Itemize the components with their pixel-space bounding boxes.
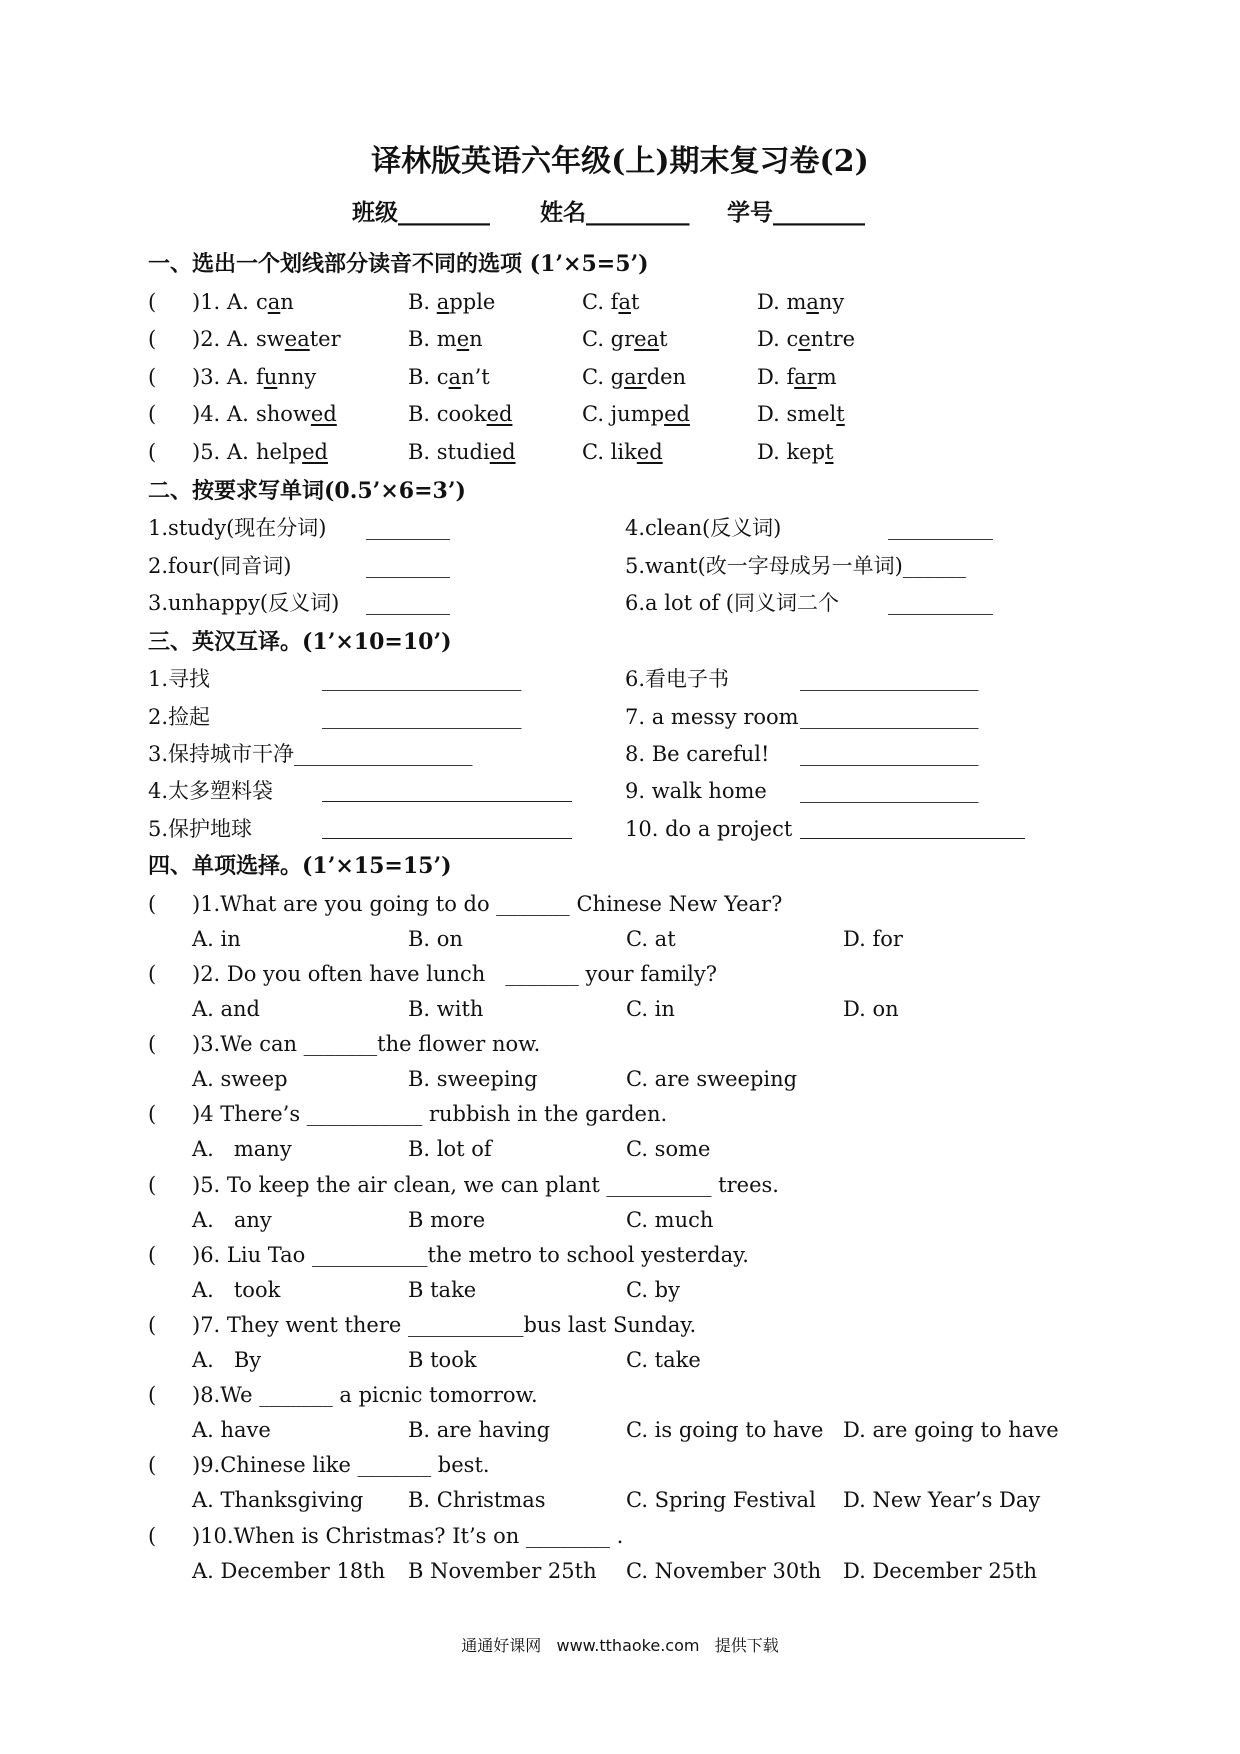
plain-part: D. m	[757, 290, 807, 314]
underlined-part: ed	[489, 440, 516, 464]
plain-part: B. m	[408, 327, 457, 351]
word-task: 1.study(现在分词)	[148, 516, 327, 540]
choice-option: C. November 30th	[626, 1559, 822, 1583]
plain-part: D. smel	[757, 402, 837, 426]
option-a	[256, 363, 316, 391]
plain-part: help	[256, 440, 303, 464]
option-d	[757, 325, 855, 353]
plain-part: D. f	[757, 365, 795, 389]
answer-paren: (	[148, 402, 157, 426]
plain-part: D. c	[757, 327, 799, 351]
question-stem: )2. A.	[192, 327, 256, 351]
option-d	[757, 400, 845, 428]
plain-part: pple	[449, 290, 496, 314]
question-text: )5. To keep the air clean, we can plant __________ trees.	[192, 1173, 779, 1197]
option-b	[408, 363, 490, 391]
translation-item: 7. a messy room	[625, 705, 799, 729]
question-stem: )3. A.	[192, 365, 256, 389]
choice-option: A. Thanksgiving	[192, 1488, 364, 1512]
answer-paren: (	[148, 1313, 157, 1337]
choice-option: B. Christmas	[408, 1488, 546, 1512]
question-text: )6. Liu Tao ___________the metro to school yesterday.	[192, 1243, 749, 1267]
answer-blank: _________________	[800, 705, 979, 729]
answer-blank: ________	[366, 516, 450, 540]
translation-item: 4.太多塑料袋	[148, 779, 274, 803]
choice-option: A. many	[192, 1137, 292, 1161]
underlined-part: a	[436, 290, 450, 314]
plain-part: m	[816, 365, 837, 389]
option-a	[256, 288, 294, 316]
answer-paren: (	[148, 365, 157, 389]
underlined-part: ea	[284, 327, 310, 351]
option-b	[408, 325, 483, 353]
translation-item: 1.寻找	[148, 667, 211, 691]
plain-part: t	[630, 290, 640, 314]
section2-heading: 二、按要求写单词(0.5’×6=3’)	[148, 478, 466, 504]
option-b	[408, 400, 512, 428]
answer-paren: (	[148, 962, 157, 986]
underlined-part: a	[806, 290, 819, 314]
translation-item: 5.保护地球	[148, 817, 253, 841]
choice-option: A. any	[192, 1208, 272, 1232]
underlined-part: t	[825, 440, 834, 464]
choice-option: A. By	[192, 1348, 262, 1372]
plain-part: B. studi	[408, 440, 490, 464]
plain-part: den	[646, 365, 687, 389]
choice-option: B. lot of	[408, 1137, 492, 1161]
answer-line	[322, 838, 572, 839]
choice-option: B. with	[408, 997, 484, 1021]
plain-part: f	[256, 365, 264, 389]
underlined-part: a	[618, 290, 631, 314]
plain-part: ntre	[810, 327, 856, 351]
footer-note: 通通好课网 www.tthaoke.com 提供下载	[461, 1636, 779, 1655]
choice-option: A. took	[192, 1278, 281, 1302]
option-d	[757, 288, 844, 316]
plain-part: n’t	[461, 365, 490, 389]
plain-part: C. gr	[582, 327, 635, 351]
plain-part: D. kep	[757, 440, 826, 464]
translation-item: 2.捡起	[148, 705, 211, 729]
plain-part: t	[659, 327, 668, 351]
answer-paren: (	[148, 1173, 157, 1197]
option-c	[582, 325, 668, 353]
choice-option: A. have	[192, 1418, 271, 1442]
choice-option: C. is going to have	[626, 1418, 824, 1442]
underlined-part: u	[263, 365, 278, 389]
question-text: )3.We can _______the flower now.	[192, 1032, 541, 1056]
plain-part: C. jump	[582, 402, 665, 426]
translation-item: 8. Be careful!	[625, 742, 770, 766]
question-text: )1.What are you going to do _______ Chinese New Year?	[192, 892, 783, 916]
plain-part: show	[256, 402, 311, 426]
plain-part: n	[469, 327, 483, 351]
answer-paren: (	[148, 892, 157, 916]
choice-option: C. at	[626, 927, 676, 951]
choice-option: A. and	[192, 997, 261, 1021]
word-task: 6.a lot of (同义词二个	[625, 591, 839, 615]
choice-option: C. some	[626, 1137, 711, 1161]
plain-part: sw	[256, 327, 285, 351]
choice-option: B. are having	[408, 1418, 551, 1442]
translation-item: 6.看电子书	[625, 667, 730, 691]
underlined-part: ed	[486, 402, 513, 426]
underlined-part: a	[448, 365, 462, 389]
option-d	[757, 363, 837, 391]
section3-heading: 三、英汉互译。(1’×10=10’)	[148, 629, 452, 655]
choice-option: D. on	[843, 997, 899, 1021]
answer-paren: (	[148, 1383, 157, 1407]
choice-option: B November 25th	[408, 1559, 597, 1583]
choice-option: A. sweep	[192, 1067, 288, 1091]
question-text: )4 There’s ___________ rubbish in the garden.	[192, 1102, 668, 1126]
option-d	[757, 438, 834, 466]
underlined-part: e	[798, 327, 811, 351]
question-stem: )5. A.	[192, 440, 256, 464]
choice-option: A. in	[192, 927, 241, 951]
answer-blank: __________	[888, 591, 993, 615]
question-stem: )1. A.	[192, 290, 256, 314]
answer-paren: (	[148, 1032, 157, 1056]
answer-paren: (	[148, 1243, 157, 1267]
class-field: 班级________	[352, 199, 490, 226]
plain-part: c	[256, 290, 268, 314]
plain-part: ny	[818, 290, 845, 314]
choice-option: C. in	[626, 997, 675, 1021]
answer-blank: ___________________	[322, 667, 522, 691]
choice-option: D. are going to have	[843, 1418, 1059, 1442]
question-text: )10.When is Christmas? It’s on ________ .	[192, 1524, 624, 1548]
answer-blank: _________________	[800, 742, 979, 766]
choice-option: D. New Year’s Day	[843, 1488, 1041, 1512]
student-number-field: 学号________	[727, 199, 865, 226]
choice-option: C. take	[626, 1348, 701, 1372]
choice-option: C. much	[626, 1208, 714, 1232]
name-field: 姓名_________	[540, 199, 690, 226]
translation-item: 3.保持城市干净_________________	[148, 742, 473, 766]
choice-option: D. for	[843, 927, 903, 951]
option-b	[408, 438, 516, 466]
option-a	[256, 400, 337, 428]
plain-part: C. f	[582, 290, 619, 314]
answer-paren: (	[148, 1524, 157, 1548]
plain-part: C. lik	[582, 440, 637, 464]
question-text: )7. They went there ___________bus last Sunday.	[192, 1313, 697, 1337]
answer-paren: (	[148, 327, 157, 351]
choice-option: D. December 25th	[843, 1559, 1038, 1583]
option-c	[582, 363, 686, 391]
underlined-part: ed	[664, 402, 690, 426]
option-c	[582, 438, 663, 466]
plain-part: n	[280, 290, 294, 314]
word-task: 5.want(改一字母成另一单词)______	[625, 554, 966, 578]
question-text: )2. Do you often have lunch _______ your family?	[192, 962, 718, 986]
answer-line	[322, 801, 572, 802]
choice-option: B take	[408, 1278, 477, 1302]
section4-heading: 四、单项选择。(1’×15=15’)	[148, 853, 452, 879]
underlined-part: a	[267, 290, 281, 314]
underlined-part: ar	[794, 365, 817, 389]
page-title: 译林版英语六年级(上)期末复习卷(2)	[371, 144, 869, 179]
underlined-part: ed	[302, 440, 328, 464]
question-text: )9.Chinese like _______ best.	[192, 1453, 490, 1477]
option-a	[256, 438, 328, 466]
plain-part: B. c	[408, 365, 449, 389]
choice-option: C. by	[626, 1278, 680, 1302]
answer-blank: ___________________	[322, 705, 522, 729]
answer-blank: ________	[366, 591, 450, 615]
underlined-part: ed	[636, 440, 663, 464]
word-task: 4.clean(反义词)	[625, 516, 782, 540]
option-c	[582, 400, 690, 428]
choice-option: C. are sweeping	[626, 1067, 798, 1091]
answer-paren: (	[148, 290, 157, 314]
choice-option: C. Spring Festival	[626, 1488, 816, 1512]
answer-blank: _________________	[800, 779, 979, 803]
underlined-part: e	[456, 327, 470, 351]
answer-paren: (	[148, 1453, 157, 1477]
underlined-part: ed	[310, 402, 337, 426]
answer-blank: _________________	[800, 667, 979, 691]
plain-part: ter	[309, 327, 341, 351]
answer-line	[800, 838, 1025, 839]
plain-part: nny	[277, 365, 317, 389]
answer-blank: ________	[366, 554, 450, 578]
section1-heading: 一、选出一个划线部分读音不同的选项 (1’×5=5’)	[148, 251, 649, 277]
option-a	[256, 325, 341, 353]
word-task: 2.four(同音词)	[148, 554, 292, 578]
choice-option: B. on	[408, 927, 463, 951]
choice-option: B took	[408, 1348, 477, 1372]
translation-item: 9. walk home	[625, 779, 767, 803]
option-b	[408, 288, 495, 316]
answer-blank: __________	[888, 516, 993, 540]
answer-paren: (	[148, 440, 157, 464]
translation-item: 10. do a project	[625, 817, 793, 841]
plain-part: C. g	[582, 365, 625, 389]
underlined-part: ea	[634, 327, 660, 351]
answer-paren: (	[148, 1102, 157, 1126]
word-task: 3.unhappy(反义词)	[148, 591, 340, 615]
question-text: )8.We _______ a picnic tomorrow.	[192, 1383, 538, 1407]
choice-option: B. sweeping	[408, 1067, 538, 1091]
option-c	[582, 288, 639, 316]
plain-part: B.	[408, 290, 437, 314]
choice-option: A. December 18th	[192, 1559, 386, 1583]
plain-part: B. cook	[408, 402, 487, 426]
underlined-part: ar	[624, 365, 647, 389]
question-stem: )4. A.	[192, 402, 256, 426]
underlined-part: t	[836, 402, 845, 426]
choice-option: B more	[408, 1208, 486, 1232]
